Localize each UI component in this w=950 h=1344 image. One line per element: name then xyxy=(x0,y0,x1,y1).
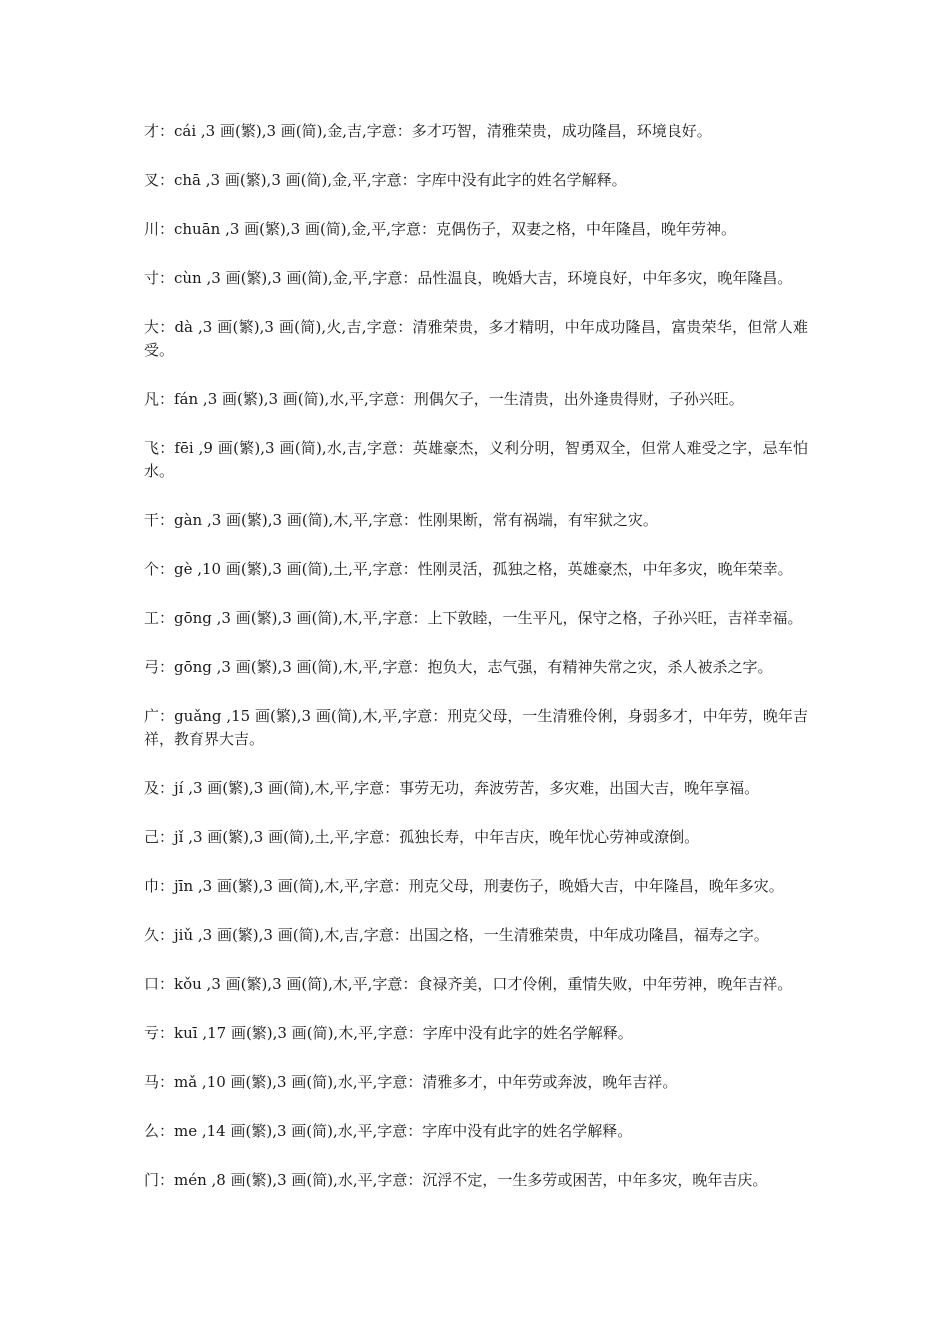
entry-me: 么：me ,14 画(繁),3 画(简),水,平,字意：字库中没有此字的姓名学解释。 xyxy=(144,1122,633,1140)
entry-gan: 干：gàn ,3 画(繁),3 画(简),木,平,字意：性刚果断，常有祸端，有牢狱之灾。 xyxy=(144,511,658,529)
entry-cai: 才：cái ,3 画(繁),3 画(简),金,吉,字意：多才巧智，清雅荣贵，成功隆昌，环境良好。 xyxy=(144,122,712,140)
entry-da: 大：dà ,3 画(繁),3 画(简),火,吉,字意：清雅荣贵，多才精明，中年成功隆昌，富贵荣华，但常人难受。 xyxy=(144,318,808,359)
entry-cha: 叉：chā ,3 画(繁),3 画(简),金,平,字意：字库中没有此字的姓名学解释。 xyxy=(144,171,627,189)
entry-ge: 个：gè ,10 画(繁),3 画(简),土,平,字意：性刚灵活，孤独之格，英雄豪杰，中年多灾，晚年荣幸。 xyxy=(144,560,793,578)
entry-ji-self: 己：jǐ ,3 画(繁),3 画(简),土,平,字意：孤独长寿，中年吉庆，晚年忧心劳神或潦倒。 xyxy=(144,828,700,846)
entry-fan: 凡：fán ,3 画(繁),3 画(简),水,平,字意：刑偶欠子，一生清贵，出外逢贵得财，子孙兴旺。 xyxy=(144,390,744,408)
entry-fei: 飞：fēi ,9 画(繁),3 画(简),水,吉,字意：英雄豪杰，义利分明，智勇双全，但常人难受之字，忌车怕水。 xyxy=(144,439,808,480)
document-page xyxy=(144,120,808,1218)
entry-men: 门：mén ,8 画(繁),3 画(简),水,平,字意：沉浮不定，一生多劳或困苦，中年多灾，晚年吉庆。 xyxy=(144,1171,768,1189)
entry-guang: 广：guǎng ,15 画(繁),3 画(简),木,平,字意：刑克父母，一生清雅伶俐，身弱多才，中年劳，晚年吉祥，教育界大吉。 xyxy=(144,707,808,748)
entry-gong-bow: 弓：gōng ,3 画(繁),3 画(简),木,平,字意：抱负大，志气强，有精神失常之灾，杀人被杀之字。 xyxy=(144,658,773,676)
entry-jin: 巾：jīn ,3 画(繁),3 画(简),木,平,字意：刑克父母，刑妻伤子，晚婚大吉，中年隆昌，晚年多灾。 xyxy=(144,877,784,895)
entry-ji-reach: 及：jí ,3 画(繁),3 画(简),木,平,字意：事劳无功，奔波劳苦，多灾难，出国大吉，晚年享福。 xyxy=(144,779,760,797)
entry-kou: 口：kǒu ,3 画(繁),3 画(简),木,平,字意：食禄齐美，口才伶俐，重情失败，中年劳神，晚年吉祥。 xyxy=(144,975,793,993)
entry-ma: 马：mǎ ,10 画(繁),3 画(简),水,平,字意：清雅多才，中年劳或奔波，晚年吉祥。 xyxy=(144,1073,678,1091)
entry-chuan: 川：chuān ,3 画(繁),3 画(简),金,平,字意：克偶伤子，双妻之格，中年隆昌，晚年劳神。 xyxy=(144,220,736,238)
entry-gong-work: 工：gōng ,3 画(繁),3 画(简),木,平,字意：上下敦睦，一生平凡，保守之格，子孙兴旺，吉祥幸福。 xyxy=(144,609,803,627)
entry-kui: 亏：kuī ,17 画(繁),3 画(简),木,平,字意：字库中没有此字的姓名学解释。 xyxy=(144,1024,633,1042)
entry-cun: 寸：cùn ,3 画(繁),3 画(简),金,平,字意：品性温良，晚婚大吉，环境良好，中年多灾，晚年隆昌。 xyxy=(144,269,793,287)
entry-jiu: 久：jiǔ ,3 画(繁),3 画(简),木,吉,字意：出国之格，一生清雅荣贵，中年成功隆昌，福寿之字。 xyxy=(144,926,769,944)
